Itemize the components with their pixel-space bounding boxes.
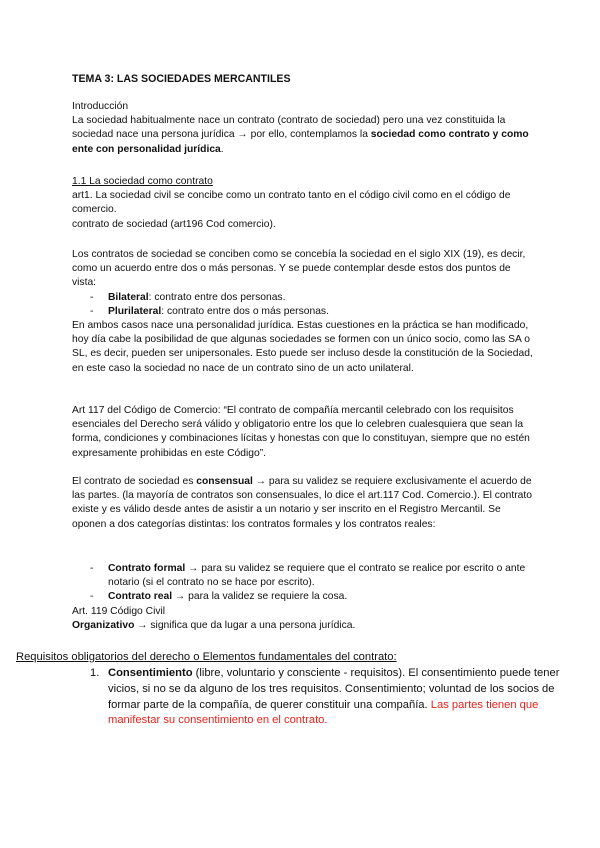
intro-text: La sociedad habitualmente nace un contrato (contrato de sociedad) pero una vez constituida la sociedad nace una persona jurídica → por ello, contemplamos la (72, 115, 506, 141)
section-line: art1. La sociedad civil se concibe como un contrato tanto en el código civil como en el código de comercio. (72, 190, 511, 216)
list-item (72, 590, 537, 604)
ambos-paragraph: En ambos casos nace una personalidad jurídica. Estas cuestiones en la práctica se han modificado, hoy día cabe la posibilidad de que algunas sociedades se formen con un único socio, como las SA o SL, es decir, pueden ser unipersonales. Esto puede ser incluso desde la constitución de la Sociedad, en este caso la sociedad no nace de un contrato sino de un acto unilateral. (72, 320, 533, 374)
art117-text: Art 117 del Código de Comercio: “El contrato de compañía mercantil celebrado con los requisitos esenciales del Derecho será válido y obligatorio entre los que lo celebren cualesquiera que sean la forma, condiciones y combinaciones lícitas y honestas con que lo constituyan, siempre que no estén expresamente prohibidas en este Código”. (72, 405, 530, 459)
list-item (90, 666, 570, 729)
view-list (72, 291, 537, 319)
intro-section (72, 100, 537, 157)
consensual-section (72, 475, 537, 532)
art117-paragraph (72, 404, 537, 461)
list-item-text: (libre, voluntario y consciente - requisitos). El consentimiento puede tener vicios, si no se da alguno de los tres requisitos. Consentimiento; voluntad de los socios de formar parte de la compañía, de querer constituir una compañía. (108, 667, 560, 711)
list-number: 1. (90, 667, 100, 679)
intro-paragraph (72, 114, 537, 157)
art119-line: Art. 119 Código Civil (72, 605, 166, 617)
organizativo-term: Organizativo (72, 619, 135, 631)
list-item (72, 562, 537, 590)
section-line: contrato de sociedad (art196 Cod comercio). (72, 218, 276, 230)
contract-type-list (72, 562, 537, 605)
contratos-paragraph: Los contratos de sociedad se conciben como se concebía la sociedad en el siglo XIX (19), es decir, como un acuerdo entre dos o más personas. Y se puede contemplar desde estos dos puntos de vista: (72, 249, 526, 289)
list-item (72, 305, 537, 319)
intro-text-end: . (220, 143, 224, 155)
intro-heading: Introducción (72, 101, 129, 112)
intro-bold-text: sociedad como contrato y como ente con personalidad jurídica (72, 129, 529, 155)
list-item-term: Contrato formal (108, 563, 186, 574)
document-title: TEMA 3: LAS SOCIEDADES MERCANTILES (72, 73, 291, 85)
list-item-term: Contrato real (108, 591, 173, 603)
section-heading: 1.1 La sociedad como contrato (72, 176, 213, 187)
list-item-term: Bilateral (108, 291, 149, 303)
organizativo-text: → significa que da lugar a una persona jurídica. (134, 619, 356, 631)
list-item (72, 291, 537, 305)
consensual-bold: consensual (196, 476, 253, 487)
list-item-text: → para su validez se requiere que el contrato se realice por escrito o ante notario (si el contrato no se hace por escrito). (108, 563, 526, 589)
organizativo-line (72, 619, 537, 633)
list-item-text: : contrato entre dos personas. (148, 291, 286, 303)
contratos-section (72, 248, 537, 376)
requisitos-list (90, 666, 570, 729)
list-item-text: : contrato entre dos o más personas. (161, 305, 329, 317)
consensual-text-rest: → para su validez se requiere exclusivamente el acuerdo de las partes. (la mayoría de contratos son consensuales, lo dice el art.117 Cod. Comercio.). El contrato existe y es válido desde antes de asistir a un notario y ser inscrito en el Registro Mercantil. Se oponen a dos categorías distintas: los contratos formales y los contratos reales: (72, 476, 532, 530)
requisitos-heading: Requisitos obligatorios del derecho o Elementos fundamentales del contrato: (16, 651, 397, 663)
list-item-term: Plurilateral (108, 305, 162, 317)
list-item-text: → para la validez se requiere la cosa. (172, 591, 348, 603)
section-1-1 (72, 175, 537, 232)
consensual-text: El contrato de sociedad es (72, 476, 197, 487)
highlighted-red-text: Las partes tienen que manifestar su consentimiento en el contrato. (108, 698, 539, 727)
contract-types-section (72, 562, 537, 633)
list-item-term: Consentimiento (108, 667, 193, 679)
consensual-paragraph (72, 475, 537, 532)
